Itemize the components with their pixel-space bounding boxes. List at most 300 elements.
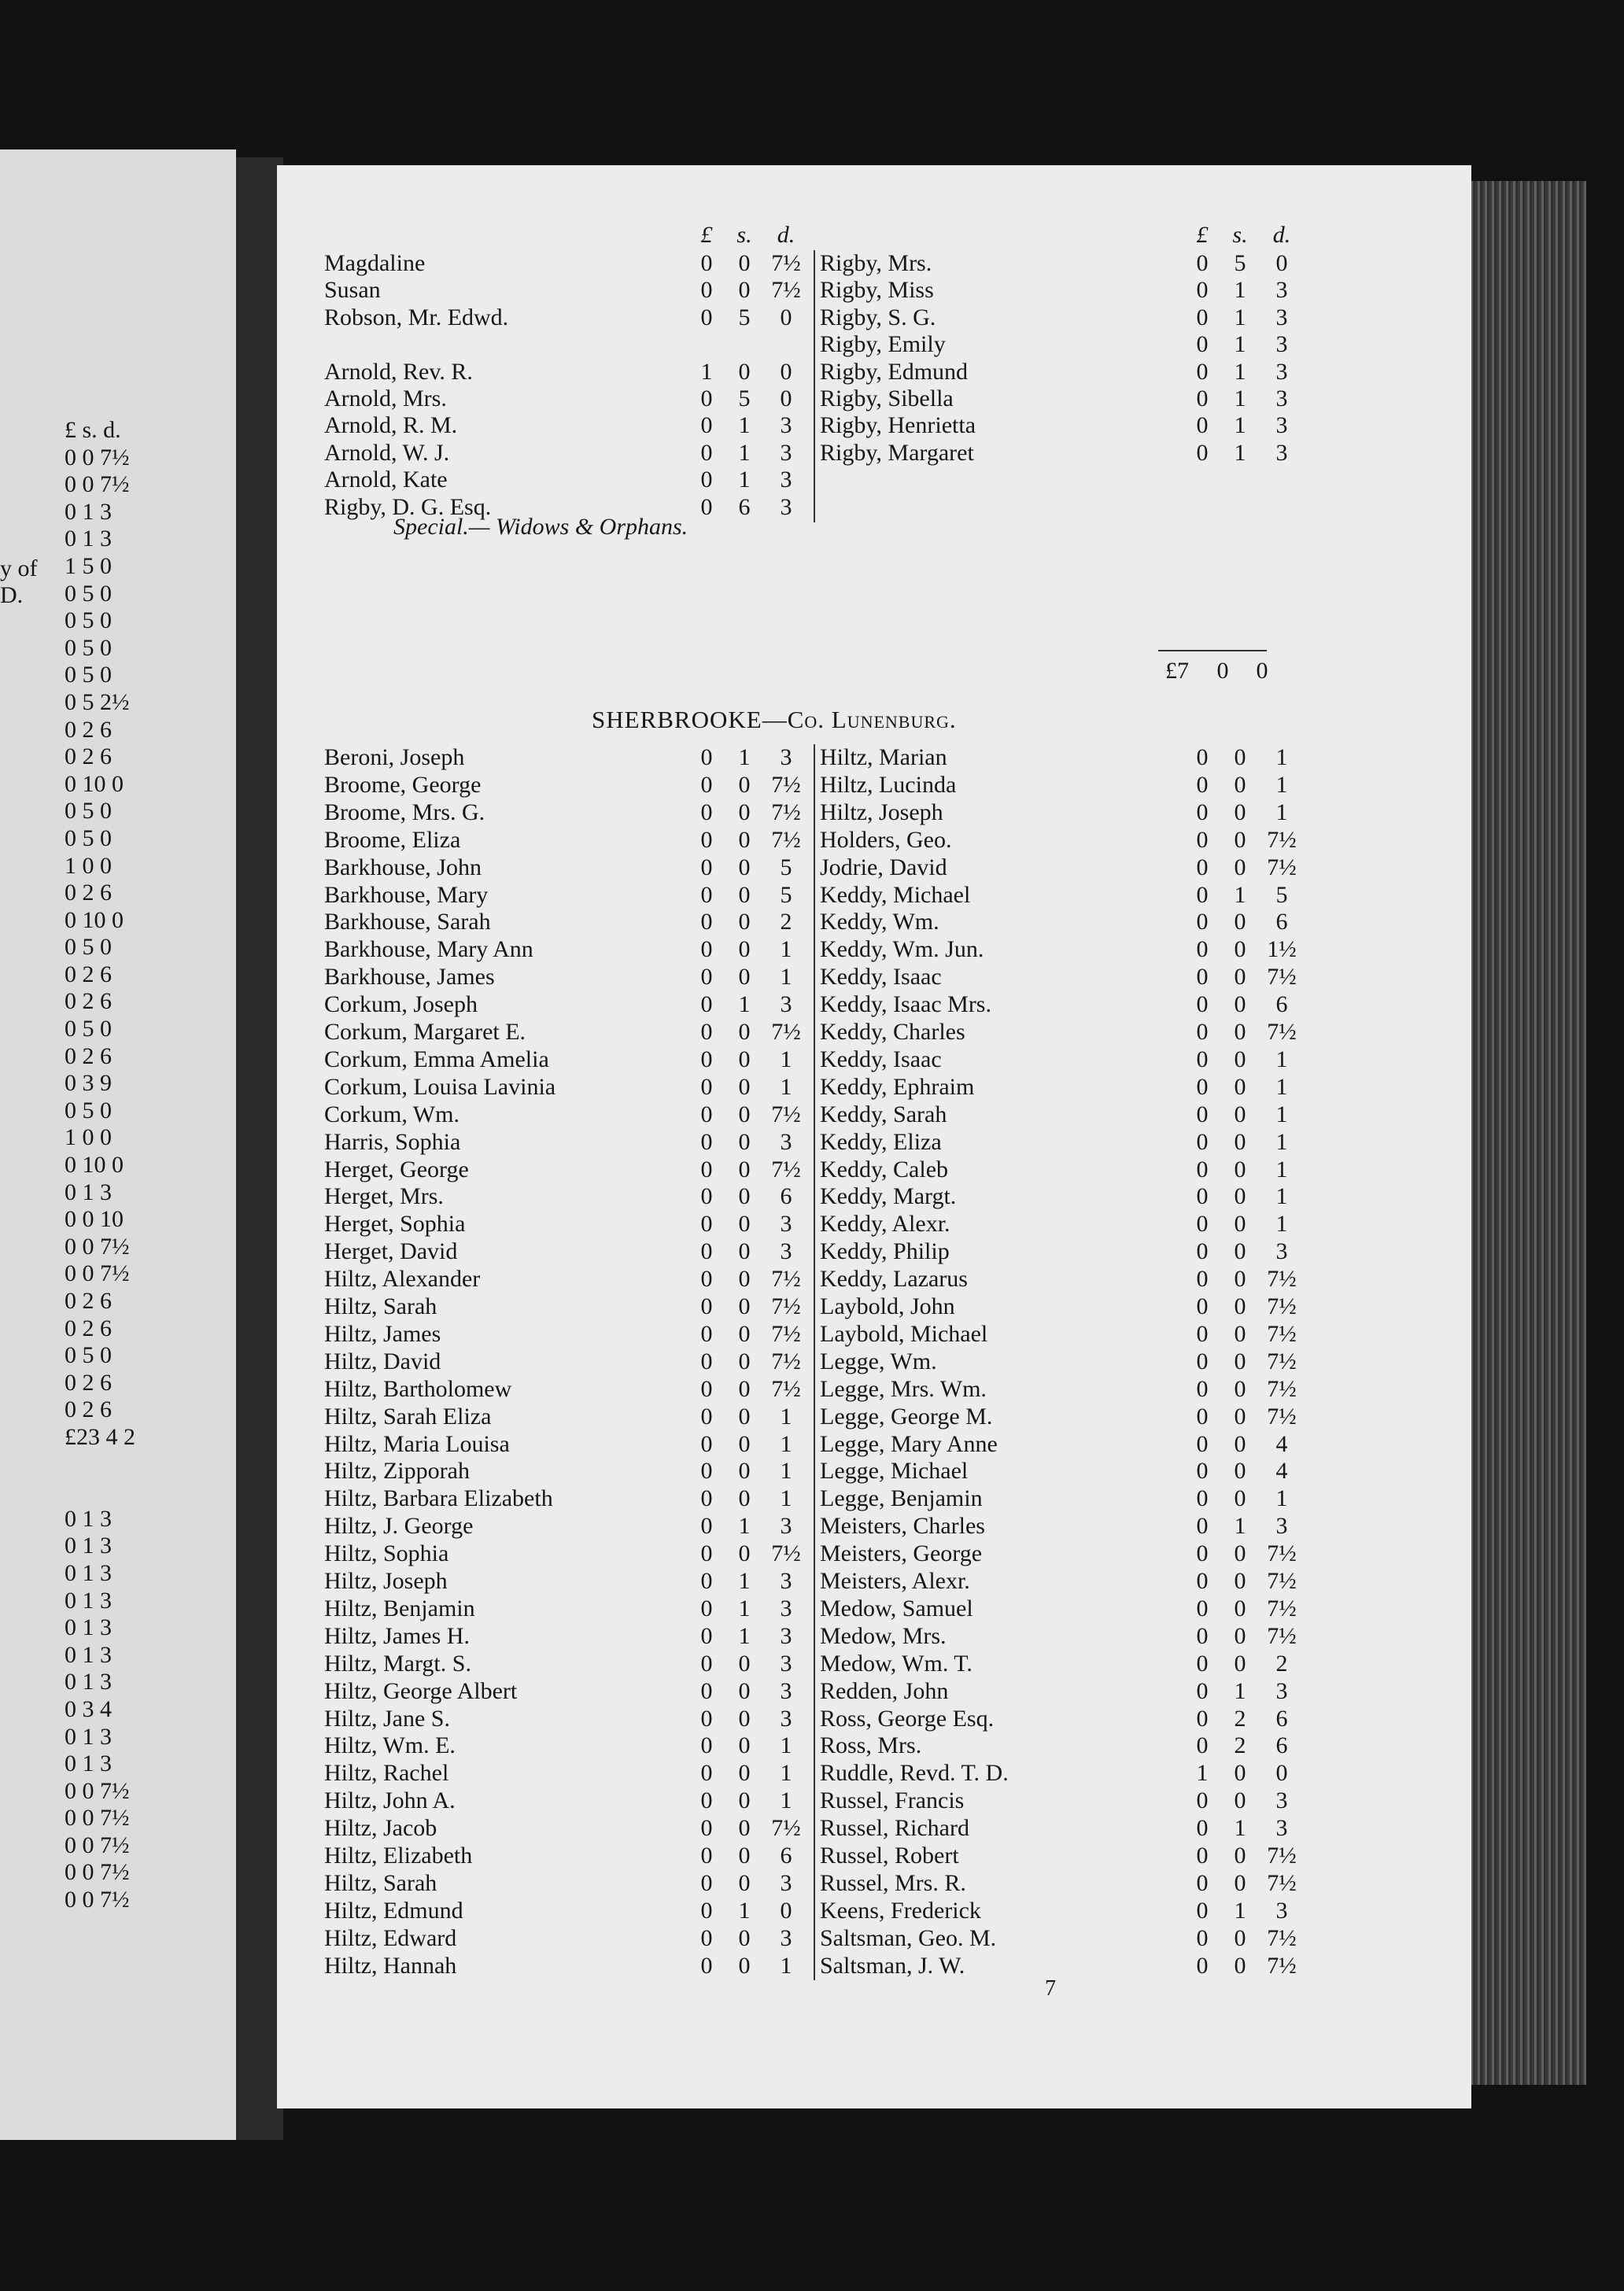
right-row [820,1651,1301,1677]
subscriber-name: Hiltz, Edward [324,1924,457,1951]
pence-value: 7½ [771,1293,801,1319]
pounds-value: 0 [700,1375,713,1402]
subscriber-name: Legge, Mrs. Wm. [820,1375,987,1402]
top-right-row [820,412,1301,439]
pence-value: 3 [780,1568,792,1594]
left-amount-line: 0 0 7½ [65,1887,130,1913]
pence-value: 3 [780,439,792,466]
subscription-amount [691,277,806,304]
pounds-value: 0 [1196,826,1209,853]
subscription-amount [691,991,806,1018]
subscription-amount [1187,1211,1301,1238]
section-title-special: Special.— Widows & Orphans. [393,514,688,540]
top-total [1152,658,1281,684]
shillings-value: 5 [1234,250,1246,276]
subscriber-name: Corkum, Louisa Lavinia [324,1073,556,1100]
subscriber-name: Rigby, Emily [820,331,946,358]
pounds-value: 0 [700,1869,713,1896]
subscriber-name: Medow, Samuel [820,1595,973,1621]
pence-value: 7½ [1267,1952,1297,1979]
left-amount-line: 0 1 3 [65,1751,112,1777]
subscriber-name: Meisters, George [820,1540,983,1567]
left-amount-line: 0 0 7½ [65,1859,130,1886]
shillings-value: 0 [1234,1540,1246,1567]
left-row [324,964,806,991]
left-row [324,1706,806,1732]
subscription-amount [691,1431,806,1458]
pence-value: 6 [1275,1705,1288,1732]
left-amount-line: 0 1 3 [65,1614,112,1641]
shillings-value: 0 [738,1320,751,1347]
left-amount-line: 0 2 6 [65,1042,112,1069]
pence-value: 7½ [771,1375,801,1402]
subscription-amount [1187,1540,1301,1567]
subscription-amount [691,909,806,935]
subscriber-name: Medow, Wm. T. [820,1650,973,1677]
subscription-amount [691,1157,806,1183]
top-right-row [820,304,1301,331]
left-amount-line: 0 5 0 [65,1097,112,1123]
shillings-value: 0 [738,1458,751,1485]
left-amount-line: 0 5 0 [65,1342,112,1369]
left-row [324,1485,806,1512]
subscription-amount [1187,964,1301,991]
subscription-amount [1187,1898,1301,1924]
currency-header-right [1187,222,1301,249]
left-amount-line: 0 1 3 [65,1723,112,1750]
book-gutter [236,157,283,2140]
total-pounds: £7 [1165,658,1189,684]
right-row [820,1898,1301,1924]
subscription-amount [1187,1238,1301,1265]
pence-value: 3 [780,1924,792,1951]
pence-value: 7½ [1267,1540,1297,1567]
shillings-value: 0 [738,1843,751,1869]
left-amount-line: 0 10 0 [65,1152,124,1179]
shillings-value: 0 [1234,1650,1246,1677]
shillings-value: 0 [1234,1458,1246,1485]
pounds-value: 0 [700,304,713,330]
subscription-amount [1187,250,1301,277]
left-amount-line: 0 0 7½ [65,444,130,470]
subscription-amount [1187,1568,1301,1595]
shillings-value: 1 [1234,386,1246,411]
pence-value: 7½ [771,1101,801,1127]
subscriber-name: Rigby, Margaret [820,439,974,466]
left-row [324,1953,806,1979]
subscriber-name: Harris, Sophia [324,1128,461,1155]
shillings-value: 0 [1234,1485,1246,1512]
pounds-value: 0 [700,1101,713,1127]
subscriber-name: Rigby, S. G. [820,304,936,330]
subscription-amount [691,1953,806,1979]
pence-value: 3 [780,1622,792,1649]
pence-value: 3 [780,991,792,1018]
subscriber-name: Keddy, Wm. Jun. [820,936,984,963]
pence-value: 7½ [771,1019,801,1045]
right-row [820,1183,1301,1210]
pounds-value: 0 [700,277,713,304]
shillings-value: 0 [1234,1293,1246,1319]
pounds-value: 0 [1196,304,1209,330]
left-row [324,1458,806,1485]
shillings-value: 0 [1234,1869,1246,1896]
left-amount-line: 0 1 3 [65,526,112,552]
subscriber-name: Keddy, Eliza [820,1128,942,1155]
shillings-value: 1 [1234,304,1246,330]
left-row [324,854,806,881]
right-row [820,799,1301,826]
left-amount-line: 0 0 7½ [65,471,130,498]
right-row [820,1732,1301,1759]
pence-value: 7½ [1267,1320,1297,1347]
pence-value: 7½ [1267,964,1297,991]
pounds-value: 0 [1196,1238,1209,1265]
pounds-value: 0 [1196,854,1209,880]
subscription-amount [1187,1953,1301,1979]
subscriber-name: Barkhouse, Mary Ann [324,936,533,963]
subscription-amount [1187,772,1301,799]
subscription-amount [691,1321,806,1348]
pounds-value: 0 [700,1843,713,1869]
pounds-value: 0 [700,909,713,935]
shillings-value: 0 [1234,1595,1246,1621]
subscription-amount [691,1568,806,1595]
pounds-value: 0 [700,1732,713,1759]
subscription-amount [1187,1485,1301,1512]
pence-value: 1 [780,1760,792,1787]
pence-value: 1 [780,936,792,963]
subscription-amount [1187,1074,1301,1101]
shillings-value: 0 [738,358,751,385]
subscriber-name: Holders, Geo. [820,826,952,853]
pounds-value: 0 [1196,1843,1209,1869]
right-row [820,991,1301,1018]
subscriber-name: Hiltz, Hannah [324,1952,457,1979]
left-row [324,1623,806,1650]
subscription-amount [1187,1678,1301,1705]
shillings-value: 0 [1234,1073,1246,1100]
pounds-value: 0 [700,1183,713,1210]
subscription-amount [691,964,806,991]
pounds-value: 0 [1196,358,1209,385]
right-row [820,1458,1301,1485]
subscription-amount [1187,1815,1301,1842]
left-amount-line: 0 1 3 [65,1559,112,1586]
subscriber-name: Keddy, Michael [820,881,971,908]
left-amount-line: 1 0 0 [65,1124,112,1151]
shillings-value: 1 [1234,277,1246,304]
right-row [820,1238,1301,1265]
subscription-amount [1187,331,1301,358]
pounds-value: 0 [700,1705,713,1732]
shillings-value: 0 [1234,1760,1246,1787]
subscription-amount [691,1046,806,1073]
pounds-value: 0 [1196,881,1209,908]
subscriber-name: Hiltz, George Albert [324,1677,518,1704]
pounds-value: 0 [700,1622,713,1649]
pence-value: 7½ [771,826,801,853]
pence-value: 5 [780,854,792,880]
left-page-fragment: y of [0,555,38,581]
shillings-value: 0 [1234,1843,1246,1869]
pounds-value: 0 [700,1815,713,1842]
pounds-value: 0 [700,1650,713,1677]
pounds-value: 0 [1196,1293,1209,1319]
pounds-value: 0 [1196,1073,1209,1100]
subscription-amount [1187,1321,1301,1348]
pence-value: 2 [780,909,792,935]
right-row [820,1513,1301,1540]
subscriber-name: Rigby, Sibella [820,386,954,411]
shillings-value: 0 [1234,909,1246,935]
subscriber-name: Herget, David [324,1238,458,1265]
left-row [324,1513,806,1540]
subscription-amount [1187,1843,1301,1869]
heading-county: Co. Lunenburg. [787,706,957,733]
subscriber-name: Hiltz, James H. [324,1622,470,1649]
subscriber-name: Arnold, Rev. R. [324,358,473,385]
pence-value: 4 [1275,1430,1288,1457]
pence-value: 6 [780,1843,792,1869]
pence-value: 1½ [1267,936,1297,963]
shillings-value: 0 [1234,1266,1246,1293]
shillings-value: 0 [1234,799,1246,825]
left-row [324,991,806,1018]
left-amount-line: 0 3 4 [65,1695,112,1722]
pence-label: d. [1272,222,1291,248]
shillings-value: 1 [1234,1815,1246,1842]
subscription-amount [1187,1651,1301,1677]
pence-value: 7½ [771,277,801,304]
left-amount-line: 0 2 6 [65,1315,112,1341]
shillings-value: 1 [738,1568,751,1594]
shillings-value: 0 [1234,1019,1246,1045]
shillings-value: 1 [738,412,751,439]
pounds-value: 0 [700,467,713,493]
subscription-amount [1187,854,1301,881]
subscription-amount [691,1348,806,1375]
shillings-value: 0 [1234,1238,1246,1265]
subscriber-name: Keddy, Isaac [820,964,942,991]
left-row [324,1321,806,1348]
subscriber-name: Keddy, Charles [820,1019,965,1045]
subscription-amount [691,1376,806,1403]
page-number: 7 [1045,1976,1056,2001]
pence-value: 1 [780,1458,792,1485]
left-row [324,1898,806,1924]
pence-value: 3 [1275,1897,1288,1924]
pounds-value: 0 [700,1320,713,1347]
left-row [324,1596,806,1622]
pounds-value: 0 [1196,991,1209,1018]
shillings-value: 0 [1234,1156,1246,1182]
pence-value: 6 [780,1183,792,1210]
subscriber-name: Magdaline [324,250,426,276]
pound-label: £ [1196,222,1209,248]
subscriber-name: Meisters, Alexr. [820,1568,970,1594]
subscription-amount [691,1651,806,1677]
subscription-amount [691,1706,806,1732]
pence-value: 1 [1275,771,1288,798]
left-row [324,744,806,771]
pence-value: 7½ [1267,1595,1297,1621]
pounds-value: 0 [1196,1815,1209,1842]
left-row [324,1540,806,1567]
subscriber-name: Hiltz, Bartholomew [324,1375,512,1402]
shillings-value: 1 [1234,412,1246,439]
pounds-value: 0 [700,826,713,853]
pence-value: 6 [1275,991,1288,1018]
left-row [324,936,806,963]
subscriber-name: Russel, Richard [820,1815,969,1842]
pence-value: 7½ [1267,1266,1297,1293]
left-amount-line: 0 5 2½ [65,688,130,715]
left-row [324,1046,806,1073]
shillings-value: 0 [738,1650,751,1677]
left-amount-line: 0 5 0 [65,580,112,607]
pounds-value: 0 [700,1595,713,1621]
pounds-value: 0 [1196,1320,1209,1347]
subscriber-name: Keddy, Wm. [820,909,939,935]
subscriber-name: Arnold, Mrs. [324,386,447,411]
right-row [820,744,1301,771]
shillings-value: 0 [738,799,751,825]
subscription-amount [1187,1129,1301,1156]
left-amount-line: 0 5 0 [65,662,112,688]
top-right-row [820,331,1301,358]
pence-value: 3 [1275,386,1288,411]
subscriber-name: Keddy, Margt. [820,1183,957,1210]
left-row [324,1732,806,1759]
shillings-value: 0 [1234,1211,1246,1238]
left-amount-line: 0 0 7½ [65,1260,130,1287]
subscription-amount [691,440,806,467]
pounds-value: 0 [700,1348,713,1374]
pounds-value: 0 [700,386,713,411]
left-amount-line: 0 1 3 [65,498,112,525]
pounds-value: 0 [1196,1430,1209,1457]
shillings-value: 0 [1234,854,1246,880]
pounds-value: 0 [1196,1211,1209,1238]
shillings-value: 0 [738,1156,751,1182]
right-row [820,1706,1301,1732]
left-row [324,1183,806,1210]
subscriber-name: Keddy, Lazarus [820,1266,968,1293]
pence-value: 0 [1275,1760,1288,1787]
subscriber-name: Keddy, Isaac [820,1046,942,1072]
left-amount-line: 1 5 0 [65,552,112,579]
pounds-value: 0 [700,1238,713,1265]
subscriber-name: Keddy, Ephraim [820,1073,975,1100]
subscription-amount [691,882,806,909]
subscriber-name: Keens, Frederick [820,1897,981,1924]
subscription-amount [691,250,806,277]
right-row [820,854,1301,881]
pounds-value: 0 [700,439,713,466]
pounds-value: 0 [700,493,713,520]
shillings-value: 0 [738,1348,751,1374]
pounds-value: 0 [1196,1568,1209,1594]
pounds-value: 0 [1196,936,1209,963]
subscriber-name: Keddy, Caleb [820,1156,949,1182]
top-right-row [820,250,1301,277]
left-row [324,1348,806,1375]
pence-value: 3 [1275,1787,1288,1814]
subscription-amount [1187,1623,1301,1650]
pence-value: 3 [780,467,792,493]
subscriber-name: Robson, Mr. Edwd. [324,304,509,330]
pounds-value: 0 [1196,1622,1209,1649]
shillings-value: 0 [738,1403,751,1430]
right-row [820,1211,1301,1238]
right-row [820,1953,1301,1979]
left-row [324,772,806,799]
pounds-value: 0 [700,250,713,276]
pounds-value: 0 [1196,439,1209,466]
subscriber-name: Ross, George Esq. [820,1705,995,1732]
pence-value: 3 [1275,304,1288,330]
shillings-value: 1 [1234,1513,1246,1540]
subscriber-name: Hiltz, Rachel [324,1760,449,1787]
subscriber-name: Hiltz, Jacob [324,1815,437,1842]
shillings-value: 0 [738,1266,751,1293]
subscriber-name: Broome, Eliza [324,826,461,853]
shillings-value: 1 [1234,358,1246,385]
pence-value: 1 [780,1952,792,1979]
shillings-value: 1 [1234,331,1246,358]
subscriber-name: Russel, Mrs. R. [820,1869,966,1896]
subscriber-name: Saltsman, J. W. [820,1952,965,1979]
left-row [324,1129,806,1156]
shillings-value: 0 [1234,1375,1246,1402]
subscription-amount [691,799,806,826]
right-row [820,772,1301,799]
subscriber-name: Rigby, Edmund [820,358,969,385]
shillings-value: 0 [738,1952,751,1979]
pence-value: 3 [1275,439,1288,466]
pence-value: 7½ [771,1540,801,1567]
subscriber-name: Saltsman, Geo. M. [820,1924,997,1951]
column-divider [814,250,815,522]
subscriber-name: Laybold, Michael [820,1320,988,1347]
subscription-amount [691,386,806,412]
top-left-row [324,277,806,304]
shillings-value: 0 [738,1924,751,1951]
subscriber-name: Ruddle, Revd. T. D. [820,1760,1009,1787]
main-page [277,165,1471,2108]
pounds-value: 0 [700,1403,713,1430]
subscription-amount [1187,936,1301,963]
subscriber-name: Legge, Benjamin [820,1485,983,1512]
right-row [820,1074,1301,1101]
subscription-amount [691,1293,806,1320]
pounds-value: 0 [700,412,713,439]
right-row [820,1046,1301,1073]
pounds-value: 0 [700,854,713,880]
subscription-amount [691,936,806,963]
subscription-amount [691,1678,806,1705]
subscriber-name: Hiltz, John A. [324,1787,456,1814]
shillings-value: 0 [1234,1101,1246,1127]
subscription-amount [1187,1787,1301,1814]
subscription-amount [1187,1376,1301,1403]
left-row [324,1787,806,1814]
subscription-amount [1187,1732,1301,1759]
shillings-value: 0 [738,1238,751,1265]
subscriber-name: Herget, George [324,1156,469,1182]
pence-value: 3 [1275,1815,1288,1842]
